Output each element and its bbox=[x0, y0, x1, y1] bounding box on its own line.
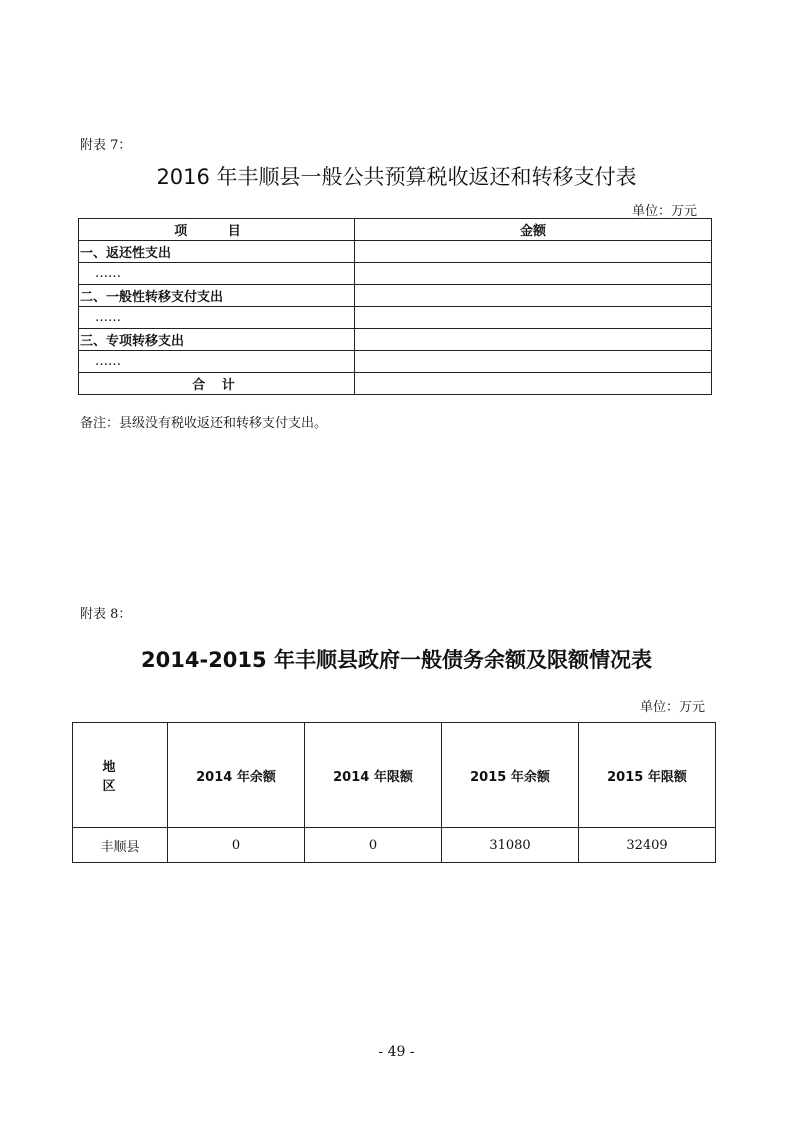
header-amount: 金额 bbox=[355, 219, 712, 241]
table-row bbox=[79, 285, 712, 307]
total-label: 合 计 bbox=[79, 373, 355, 395]
row-item: …… bbox=[79, 263, 355, 285]
transfer-payment-table bbox=[78, 218, 712, 395]
row-item: 三、专项转移支出 bbox=[79, 329, 355, 351]
table-row bbox=[79, 351, 712, 373]
appendix-7-label: 附表 7： bbox=[80, 138, 132, 153]
header-2015-balance: 2015 年余额 bbox=[442, 723, 579, 828]
appendix-7-note: 备注：县级没有税收返还和转移支付支出。 bbox=[80, 416, 328, 431]
table-row bbox=[79, 329, 712, 351]
row-item: …… bbox=[79, 351, 355, 373]
row-amount bbox=[355, 329, 712, 351]
cell-2015-balance: 31080 bbox=[442, 828, 579, 863]
row-amount bbox=[355, 263, 712, 285]
total-amount bbox=[355, 373, 712, 395]
debt-limit-table bbox=[72, 722, 716, 863]
appendix-8-unit: 单位：万元 bbox=[640, 700, 706, 715]
row-item: 二、一般性转移支付支出 bbox=[79, 285, 355, 307]
cell-2014-limit: 0 bbox=[305, 828, 442, 863]
row-item: …… bbox=[79, 307, 355, 329]
header-item: 项 目 bbox=[79, 219, 355, 241]
table-row bbox=[73, 828, 716, 863]
header-2015-limit: 2015 年限额 bbox=[579, 723, 716, 828]
appendix-7-unit: 单位：万元 bbox=[632, 204, 698, 219]
appendix-7-title: 2016 年丰顺县一般公共预算税收返还和转移支付表 bbox=[156, 165, 637, 189]
total-row bbox=[79, 373, 712, 395]
row-amount bbox=[355, 241, 712, 263]
row-amount bbox=[355, 285, 712, 307]
header-2014-balance: 2014 年余额 bbox=[168, 723, 305, 828]
row-item: 一、返还性支出 bbox=[79, 241, 355, 263]
table-header-row bbox=[73, 723, 716, 828]
cell-2015-limit: 32409 bbox=[579, 828, 716, 863]
appendix-8-label: 附表 8： bbox=[80, 607, 132, 622]
table-header-row bbox=[79, 219, 712, 241]
appendix-8-title: 2014-2015 年丰顺县政府一般债务余额及限额情况表 bbox=[141, 648, 652, 672]
header-region: 地 区 bbox=[73, 723, 168, 828]
header-2014-limit: 2014 年限额 bbox=[305, 723, 442, 828]
cell-region: 丰顺县 bbox=[73, 828, 168, 863]
row-amount bbox=[355, 307, 712, 329]
table-row bbox=[79, 307, 712, 329]
row-amount bbox=[355, 351, 712, 373]
table-row bbox=[79, 263, 712, 285]
cell-2014-balance: 0 bbox=[168, 828, 305, 863]
table-row bbox=[79, 241, 712, 263]
page-number: - 49 - bbox=[378, 1044, 415, 1060]
